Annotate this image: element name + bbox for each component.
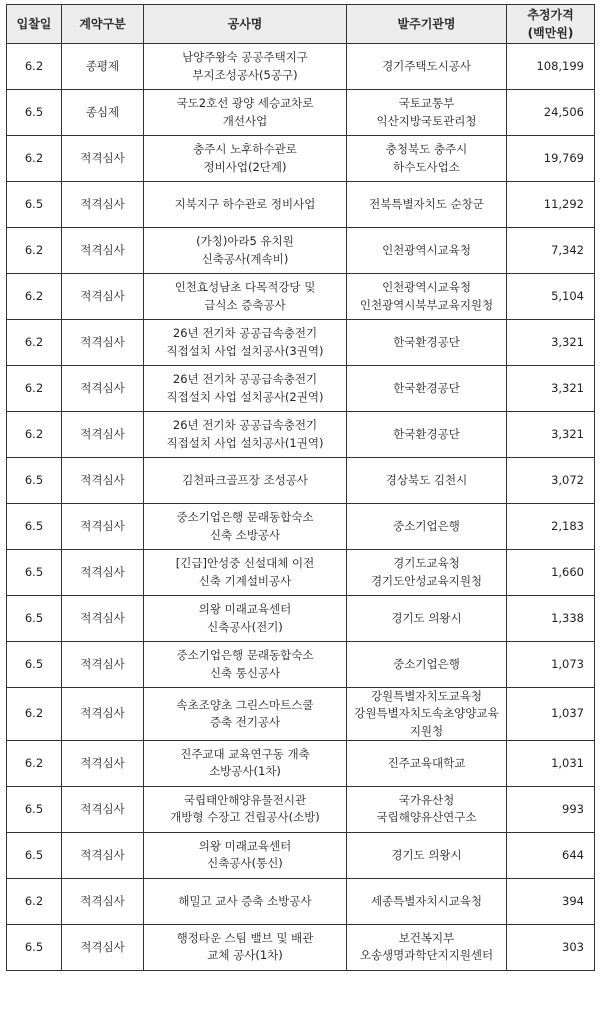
cell-contract: 적격심사 <box>62 274 144 320</box>
cell-contract: 적격심사 <box>62 320 144 366</box>
table-header <box>7 5 595 44</box>
table-row <box>7 44 595 90</box>
cell-org: 충청북도 충주시 하수도사업소 <box>347 136 507 182</box>
cell-name: 의왕 미래교육센터 신축공사(전기) <box>144 596 347 642</box>
cell-price: 1,338 <box>507 596 595 642</box>
cell-contract: 적격심사 <box>62 786 144 832</box>
cell-name: 중소기업은행 문래동합숙소 신축 통신공사 <box>144 642 347 688</box>
cell-name: 해밀고 교사 증축 소방공사 <box>144 878 347 924</box>
cell-contract: 적격심사 <box>62 642 144 688</box>
cell-org: 경기도 의왕시 <box>347 596 507 642</box>
cell-org: 보건복지부 오송생명과학단지지원센터 <box>347 924 507 970</box>
cell-name: 남양주왕숙 공공주택지구 부지조성공사(5공구) <box>144 44 347 90</box>
cell-org: 강원특별자치도교육청 강원특별자치도속초양양교육 지원청 <box>347 688 507 741</box>
table-row <box>7 228 595 274</box>
cell-price: 7,342 <box>507 228 595 274</box>
cell-name: [긴급]안성중 신설대체 이전 신축 기계설비공사 <box>144 550 347 596</box>
cell-name: 26년 전기차 공공급속충전기 직접설치 사업 설치공사(1권역) <box>144 412 347 458</box>
table-row <box>7 740 595 786</box>
cell-name: 26년 전기차 공공급속충전기 직접설치 사업 설치공사(2권역) <box>144 366 347 412</box>
cell-name: 인천효성남초 다목적강당 및 급식소 증축공사 <box>144 274 347 320</box>
cell-price: 993 <box>507 786 595 832</box>
cell-contract: 적격심사 <box>62 688 144 741</box>
cell-price: 1,031 <box>507 740 595 786</box>
cell-date: 6.5 <box>7 550 62 596</box>
cell-date: 6.2 <box>7 274 62 320</box>
cell-price: 1,037 <box>507 688 595 741</box>
header-row <box>7 5 595 44</box>
cell-org: 중소기업은행 <box>347 504 507 550</box>
cell-org: 전북특별자치도 순창군 <box>347 182 507 228</box>
cell-contract: 종평제 <box>62 44 144 90</box>
cell-price: 394 <box>507 878 595 924</box>
cell-org: 인천광역시교육청 인천광역시북부교육지원청 <box>347 274 507 320</box>
table-row <box>7 596 595 642</box>
cell-contract: 적격심사 <box>62 832 144 878</box>
table-body <box>7 44 595 971</box>
cell-org: 경기도교육청 경기도안성교육지원청 <box>347 550 507 596</box>
cell-date: 6.5 <box>7 90 62 136</box>
cell-date: 6.2 <box>7 320 62 366</box>
table-row <box>7 688 595 741</box>
header-org: 발주기관명 <box>347 5 507 44</box>
cell-contract: 적격심사 <box>62 878 144 924</box>
cell-name: 김천파크골프장 조성공사 <box>144 458 347 504</box>
cell-name: 26년 전기차 공공급속충전기 직접설치 사업 설치공사(3권역) <box>144 320 347 366</box>
cell-org: 경기도 의왕시 <box>347 832 507 878</box>
table-row <box>7 504 595 550</box>
cell-contract: 적격심사 <box>62 924 144 970</box>
cell-org: 경기주택도시공사 <box>347 44 507 90</box>
cell-price: 1,660 <box>507 550 595 596</box>
cell-contract: 적격심사 <box>62 596 144 642</box>
cell-contract: 적격심사 <box>62 136 144 182</box>
cell-contract: 적격심사 <box>62 182 144 228</box>
header-date: 입찰일 <box>7 5 62 44</box>
header-price: 추정가격 (백만원) <box>507 5 595 44</box>
cell-date: 6.2 <box>7 740 62 786</box>
cell-price: 5,104 <box>507 274 595 320</box>
cell-org: 한국환경공단 <box>347 320 507 366</box>
cell-date: 6.5 <box>7 786 62 832</box>
cell-org: 경상북도 김천시 <box>347 458 507 504</box>
table-row <box>7 832 595 878</box>
table-row <box>7 182 595 228</box>
cell-date: 6.2 <box>7 412 62 458</box>
cell-org: 국토교통부 익산지방국토관리청 <box>347 90 507 136</box>
cell-price: 644 <box>507 832 595 878</box>
cell-price: 303 <box>507 924 595 970</box>
table-row <box>7 412 595 458</box>
header-name: 공사명 <box>144 5 347 44</box>
table-row <box>7 366 595 412</box>
table-row <box>7 642 595 688</box>
cell-date: 6.2 <box>7 688 62 741</box>
cell-name: 국도2호선 광양 세승교차로 개선사업 <box>144 90 347 136</box>
cell-name: 충주시 노후하수관로 정비사업(2단계) <box>144 136 347 182</box>
table-row <box>7 924 595 970</box>
bid-table <box>6 4 595 971</box>
cell-contract: 적격심사 <box>62 458 144 504</box>
cell-date: 6.2 <box>7 136 62 182</box>
cell-contract: 적격심사 <box>62 504 144 550</box>
table-row <box>7 786 595 832</box>
cell-date: 6.2 <box>7 878 62 924</box>
cell-contract: 적격심사 <box>62 550 144 596</box>
cell-name: 국립태안해양유물전시관 개방형 수장고 건립공사(소방) <box>144 786 347 832</box>
cell-name: 의왕 미래교육센터 신축공사(통신) <box>144 832 347 878</box>
cell-org: 인천광역시교육청 <box>347 228 507 274</box>
cell-date: 6.2 <box>7 44 62 90</box>
cell-price: 3,072 <box>507 458 595 504</box>
cell-price: 3,321 <box>507 320 595 366</box>
cell-price: 1,073 <box>507 642 595 688</box>
cell-name: 지북지구 하수관로 정비사업 <box>144 182 347 228</box>
header-contract: 계약구분 <box>62 5 144 44</box>
cell-price: 108,199 <box>507 44 595 90</box>
cell-date: 6.5 <box>7 832 62 878</box>
cell-org: 진주교육대학교 <box>347 740 507 786</box>
cell-org: 한국환경공단 <box>347 366 507 412</box>
cell-price: 11,292 <box>507 182 595 228</box>
cell-date: 6.2 <box>7 228 62 274</box>
cell-date: 6.5 <box>7 458 62 504</box>
cell-name: (가칭)아라5 유치원 신축공사(계속비) <box>144 228 347 274</box>
cell-name: 진주교대 교육연구동 개축 소방공사(1차) <box>144 740 347 786</box>
cell-org: 세종특별자치시교육청 <box>347 878 507 924</box>
cell-contract: 적격심사 <box>62 366 144 412</box>
cell-contract: 종심제 <box>62 90 144 136</box>
cell-price: 24,506 <box>507 90 595 136</box>
cell-org: 중소기업은행 <box>347 642 507 688</box>
cell-date: 6.5 <box>7 924 62 970</box>
cell-org: 국가유산청 국립해양유산연구소 <box>347 786 507 832</box>
table-row <box>7 878 595 924</box>
table-row <box>7 550 595 596</box>
cell-name: 속초조양초 그린스마트스쿨 증축 전기공사 <box>144 688 347 741</box>
cell-price: 3,321 <box>507 412 595 458</box>
cell-org: 한국환경공단 <box>347 412 507 458</box>
cell-contract: 적격심사 <box>62 412 144 458</box>
cell-date: 6.5 <box>7 182 62 228</box>
cell-price: 3,321 <box>507 366 595 412</box>
cell-price: 19,769 <box>507 136 595 182</box>
cell-date: 6.5 <box>7 642 62 688</box>
table-row <box>7 320 595 366</box>
cell-date: 6.5 <box>7 596 62 642</box>
cell-name: 중소기업은행 문래동합숙소 신축 소방공사 <box>144 504 347 550</box>
cell-contract: 적격심사 <box>62 740 144 786</box>
cell-contract: 적격심사 <box>62 228 144 274</box>
table-row <box>7 274 595 320</box>
cell-date: 6.2 <box>7 366 62 412</box>
table-row <box>7 458 595 504</box>
cell-name: 행정타운 스팀 밸브 및 배관 교체 공사(1차) <box>144 924 347 970</box>
table-row <box>7 90 595 136</box>
cell-date: 6.5 <box>7 504 62 550</box>
cell-price: 2,183 <box>507 504 595 550</box>
table-row <box>7 136 595 182</box>
